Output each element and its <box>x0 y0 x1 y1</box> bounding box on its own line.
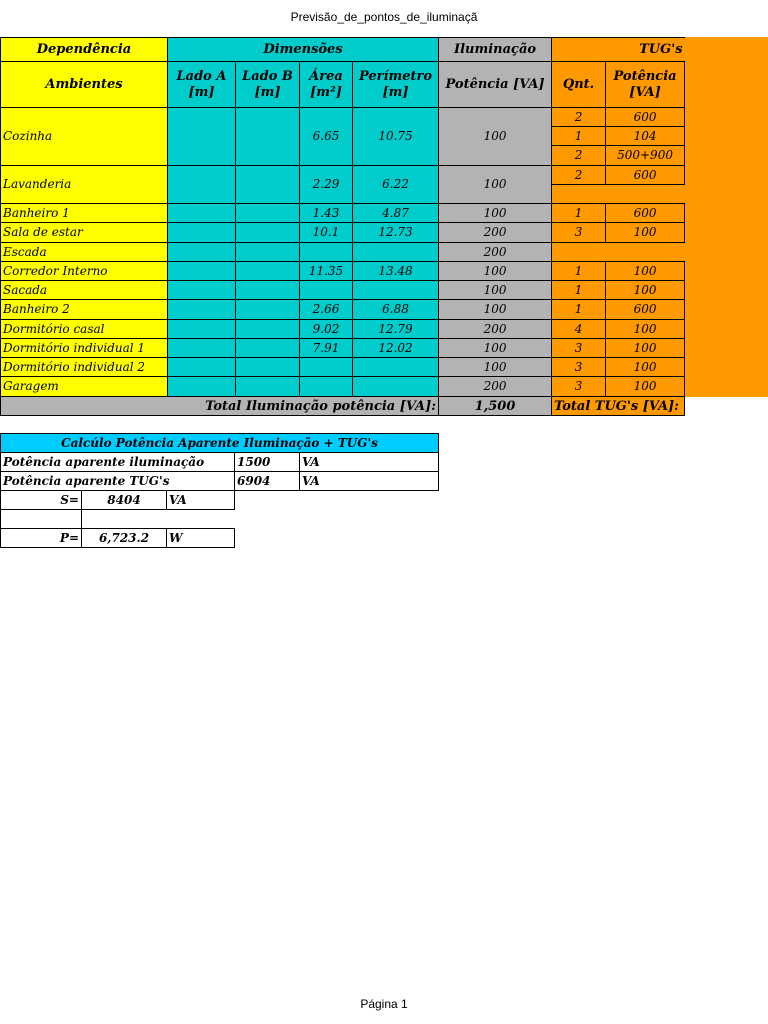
table-row <box>1 339 685 358</box>
tug-qnt-cell: 2 <box>552 108 606 127</box>
header-iluminacao: Iluminação <box>439 38 552 62</box>
calc-tug-unit: VA <box>300 472 439 491</box>
ambiente-cell: Banheiro 2 <box>1 300 168 320</box>
header-area: Área [m²] <box>300 62 353 108</box>
potencia-cell: 100 <box>439 339 552 358</box>
potencia-cell: 100 <box>439 204 552 223</box>
calc-row-empty <box>1 510 439 529</box>
calc-table <box>0 433 439 548</box>
lado-a-cell <box>168 320 236 339</box>
lado-b-cell <box>236 320 300 339</box>
header-tugs: TUG's <box>552 38 685 62</box>
lado-b-cell <box>236 108 300 166</box>
lado-a-cell <box>168 377 236 397</box>
calc-empty <box>235 491 439 510</box>
potencia-cell: 200 <box>439 320 552 339</box>
calc-row-iluminacao <box>1 453 439 472</box>
tug-qnt-cell: 1 <box>552 262 606 281</box>
area-cell: 2.66 <box>300 300 353 320</box>
calc-empty <box>167 510 439 529</box>
calc-s-label: S= <box>1 491 82 510</box>
totals-row <box>1 397 685 416</box>
potencia-cell: 200 <box>439 223 552 243</box>
calc-row-s <box>1 491 439 510</box>
calc-ilum-label: Potência aparente iluminação <box>1 453 235 472</box>
calc-empty-cell <box>1 510 82 529</box>
area-cell <box>300 243 353 262</box>
tug-qnt-cell: 3 <box>552 377 606 397</box>
perimetro-cell <box>353 243 439 262</box>
table-row <box>1 281 685 300</box>
calc-s-value: 8404 <box>82 491 167 510</box>
calc-tug-label: Potência aparente TUG's <box>1 472 235 491</box>
header-row-bottom <box>1 62 685 108</box>
tug-qnt-cell: 3 <box>552 358 606 377</box>
tug-qnt-cell: 1 <box>552 300 606 320</box>
table-row <box>1 204 685 223</box>
potencia-cell: 100 <box>439 108 552 166</box>
header-dimensoes: Dimensões <box>168 38 439 62</box>
potencia-cell: 100 <box>439 166 552 204</box>
perimetro-cell: 12.02 <box>353 339 439 358</box>
lado-a-cell <box>168 204 236 223</box>
tug-empty-cell <box>552 243 685 262</box>
lado-b-cell <box>236 204 300 223</box>
tug-potencia-cell: 100 <box>606 262 685 281</box>
table-row <box>1 262 685 281</box>
tug-potencia-cell: 500+900 <box>606 146 685 166</box>
tug-potencia-cell: 100 <box>606 223 685 243</box>
perimetro-cell: 4.87 <box>353 204 439 223</box>
calc-title: Calcúlo Potência Aparente Iluminação + TUG's <box>1 434 439 453</box>
ambiente-cell: Dormitório casal <box>1 320 168 339</box>
ambiente-cell: Cozinha <box>1 108 168 166</box>
page-title: Previsão_de_pontos_de_iluminaçã <box>290 10 478 24</box>
header-lado-b: Lado B [m] <box>236 62 300 108</box>
tug-potencia-cell: 600 <box>606 108 685 127</box>
lado-a-cell <box>168 281 236 300</box>
table-row <box>1 358 685 377</box>
tug-qnt-cell: 4 <box>552 320 606 339</box>
lado-b-cell <box>236 300 300 320</box>
area-cell <box>300 358 353 377</box>
tug-qnt-cell: 1 <box>552 127 606 146</box>
potencia-cell: 200 <box>439 243 552 262</box>
header-row-top <box>1 38 685 62</box>
potencia-cell: 100 <box>439 262 552 281</box>
area-cell <box>300 377 353 397</box>
tug-qnt-cell: 3 <box>552 339 606 358</box>
tug-potencia-cell: 100 <box>606 281 685 300</box>
table-row <box>1 243 685 262</box>
calc-s-unit: VA <box>167 491 235 510</box>
ambiente-cell: Escada <box>1 243 168 262</box>
total-iluminacao-value: 1,500 <box>439 397 552 416</box>
calc-p-label: P= <box>1 529 82 548</box>
perimetro-cell <box>353 281 439 300</box>
lado-b-cell <box>236 358 300 377</box>
header-dependencia: Dependência <box>1 38 168 62</box>
ambiente-cell: Lavanderia <box>1 166 168 204</box>
tug-potencia-cell: 100 <box>606 358 685 377</box>
lado-b-cell <box>236 339 300 358</box>
tug-potencia-cell: 600 <box>606 300 685 320</box>
ambiente-cell: Sala de estar <box>1 223 168 243</box>
ambiente-cell: Dormitório individual 2 <box>1 358 168 377</box>
table-row <box>1 377 685 397</box>
tug-potencia-cell: 104 <box>606 127 685 146</box>
tug-qnt-cell: 2 <box>552 146 606 166</box>
total-tug-label: Total TUG's [VA]: <box>552 397 685 416</box>
table-row <box>1 300 685 320</box>
lado-b-cell <box>236 377 300 397</box>
tug-potencia-cell: 100 <box>606 377 685 397</box>
header-tug-potencia: Potência [VA] <box>606 62 685 108</box>
tug-qnt-cell: 1 <box>552 204 606 223</box>
tug-qnt-cell: 2 <box>552 166 606 185</box>
area-cell <box>300 281 353 300</box>
perimetro-cell: 13.48 <box>353 262 439 281</box>
lado-a-cell <box>168 300 236 320</box>
potencia-cell: 100 <box>439 281 552 300</box>
header-perimetro: Perímetro [m] <box>353 62 439 108</box>
perimetro-cell: 10.75 <box>353 108 439 166</box>
ambiente-cell: Sacada <box>1 281 168 300</box>
calc-empty <box>235 529 439 548</box>
calc-p-unit: W <box>167 529 235 548</box>
potencia-cell: 100 <box>439 358 552 377</box>
perimetro-cell: 12.73 <box>353 223 439 243</box>
lado-b-cell <box>236 262 300 281</box>
tug-potencia-cell: 600 <box>606 166 685 185</box>
area-cell: 11.35 <box>300 262 353 281</box>
page-footer: Página 1 <box>360 997 408 1011</box>
tug-potencia-cell: 100 <box>606 339 685 358</box>
potencia-cell: 100 <box>439 300 552 320</box>
area-cell: 9.02 <box>300 320 353 339</box>
perimetro-cell: 6.88 <box>353 300 439 320</box>
area-cell: 6.65 <box>300 108 353 166</box>
calc-title-row <box>1 434 439 453</box>
lado-a-cell <box>168 262 236 281</box>
ambiente-cell: Dormitório individual 1 <box>1 339 168 358</box>
ambiente-cell: Banheiro 1 <box>1 204 168 223</box>
lado-b-cell <box>236 166 300 204</box>
lado-a-cell <box>168 108 236 166</box>
ambiente-cell: Garagem <box>1 377 168 397</box>
header-lado-a: Lado A [m] <box>168 62 236 108</box>
lado-a-cell <box>168 223 236 243</box>
tug-empty-cell <box>552 185 685 204</box>
table-row <box>1 223 685 243</box>
potencia-cell: 200 <box>439 377 552 397</box>
tug-qnt-cell: 3 <box>552 223 606 243</box>
lado-a-cell <box>168 339 236 358</box>
lighting-table <box>0 37 685 416</box>
lado-a-cell <box>168 166 236 204</box>
tug-potencia-cell: 100 <box>606 320 685 339</box>
calc-empty-cell <box>82 510 167 529</box>
calc-row-p <box>1 529 439 548</box>
tug-qnt-cell: 1 <box>552 281 606 300</box>
perimetro-cell <box>353 358 439 377</box>
table-row <box>1 108 685 127</box>
header-ambientes: Ambientes <box>1 62 168 108</box>
lado-a-cell <box>168 243 236 262</box>
total-iluminacao-label: Total Iluminação potência [VA]: <box>1 397 439 416</box>
calc-ilum-value: 1500 <box>235 453 300 472</box>
header-qnt: Qnt. <box>552 62 606 108</box>
perimetro-cell: 6.22 <box>353 166 439 204</box>
perimetro-cell: 12.79 <box>353 320 439 339</box>
calc-row-tug <box>1 472 439 491</box>
calc-ilum-unit: VA <box>300 453 439 472</box>
lado-b-cell <box>236 243 300 262</box>
tug-potencia-cell: 600 <box>606 204 685 223</box>
ambiente-cell: Corredor Interno <box>1 262 168 281</box>
lado-b-cell <box>236 281 300 300</box>
lado-b-cell <box>236 223 300 243</box>
calc-tug-value: 6904 <box>235 472 300 491</box>
calc-p-value: 6,723.2 <box>82 529 167 548</box>
table-row <box>1 166 685 185</box>
area-cell: 7.91 <box>300 339 353 358</box>
lado-a-cell <box>168 358 236 377</box>
table-row <box>1 320 685 339</box>
perimetro-cell <box>353 377 439 397</box>
area-cell: 2.29 <box>300 166 353 204</box>
area-cell: 1.43 <box>300 204 353 223</box>
area-cell: 10.1 <box>300 223 353 243</box>
header-potencia-va: Potência [VA] <box>439 62 552 108</box>
